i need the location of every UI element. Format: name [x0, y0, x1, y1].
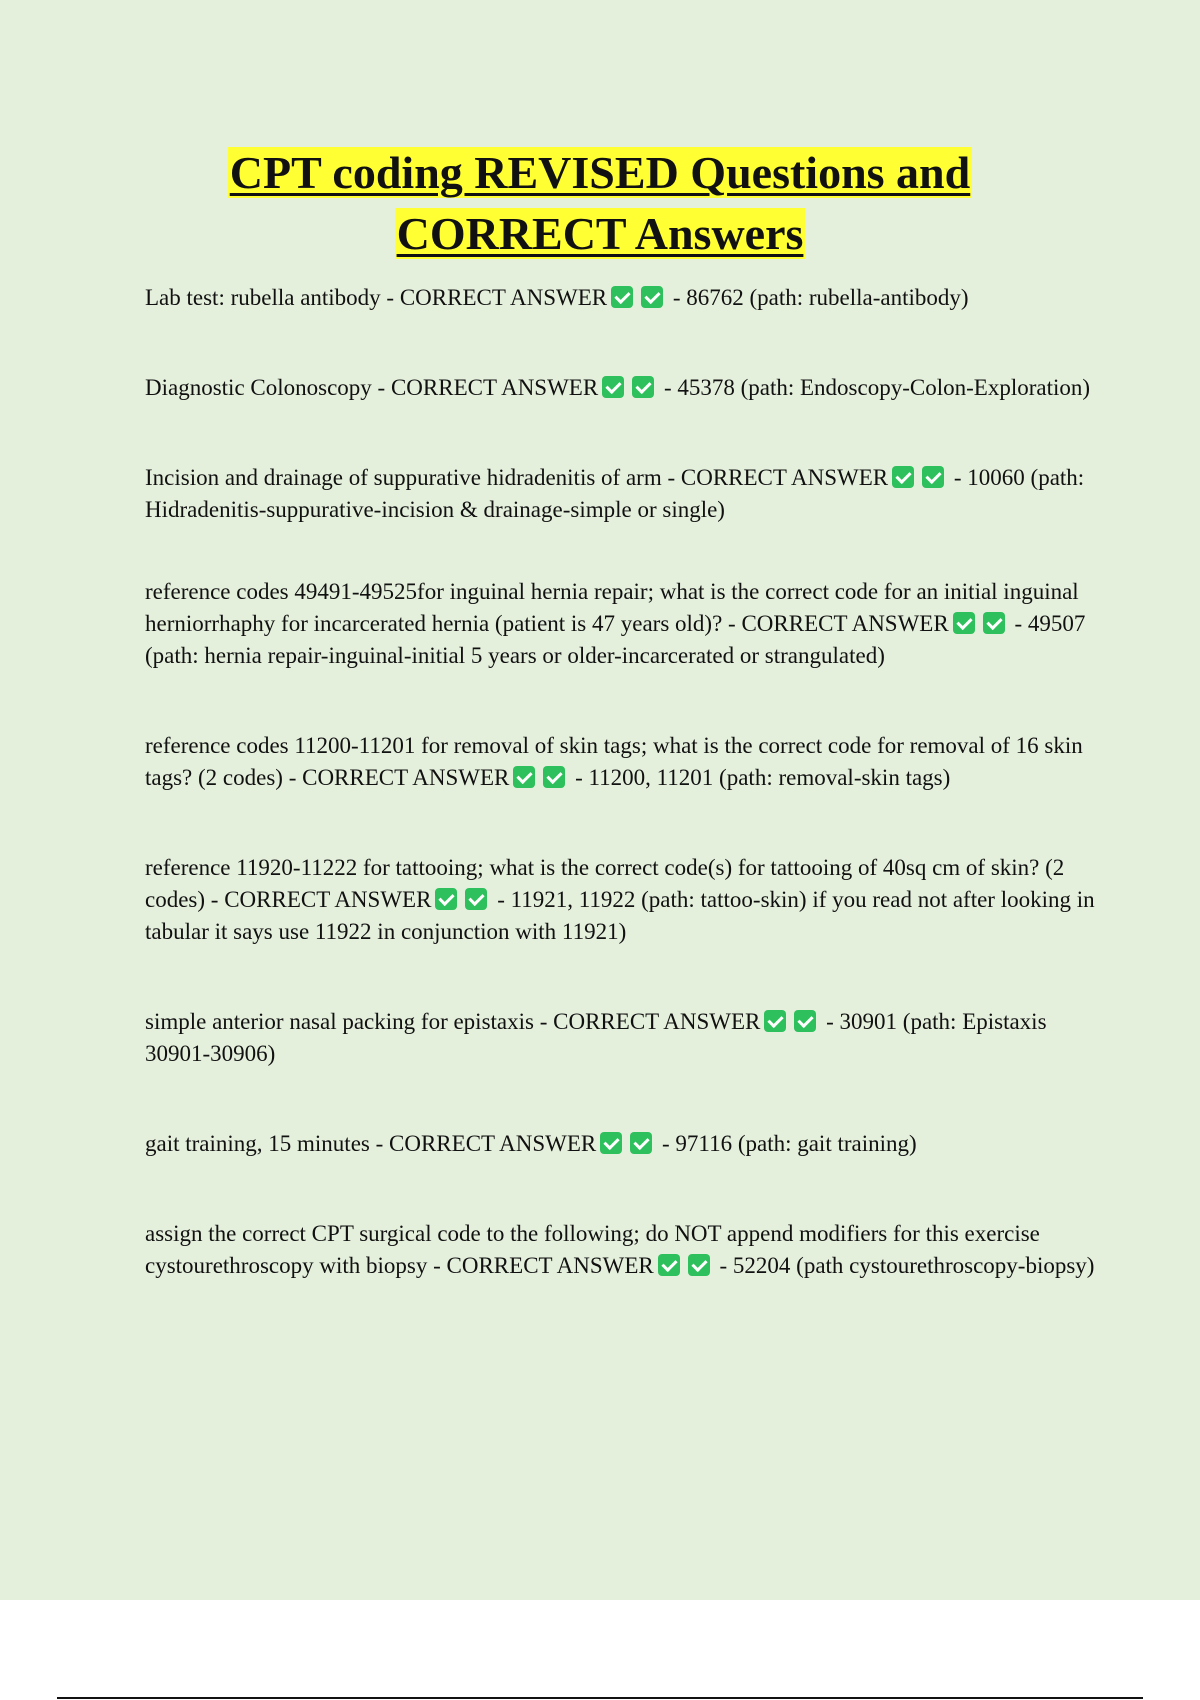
check-box-icon	[600, 1132, 622, 1154]
title-line-2: CORRECT Answers	[396, 208, 804, 259]
question-text: Lab test: rubella antibody -	[145, 285, 400, 310]
question-text: gait training, 15 minutes -	[145, 1131, 390, 1156]
answer-label: CORRECT ANSWER	[224, 887, 432, 912]
answer-label: CORRECT ANSWER	[389, 1131, 597, 1156]
question-text: Incision and drainage of suppurative hidradenitis of arm -	[145, 465, 681, 490]
qa-item	[145, 1128, 1095, 1160]
answer-label: CORRECT ANSWER	[446, 1253, 654, 1278]
check-box-icon	[641, 286, 663, 308]
check-box-icon	[435, 888, 457, 910]
document-title	[0, 142, 1200, 264]
check-box-icon	[632, 376, 654, 398]
check-box-icon	[983, 612, 1005, 634]
check-box-icon	[602, 376, 624, 398]
answer-label: CORRECT ANSWER	[553, 1009, 761, 1034]
answer-text: - 45378 (path: Endoscopy-Colon-Exploration)	[658, 375, 1091, 400]
footer-divider	[57, 1697, 1143, 1699]
question-text: reference codes 11200-11201 for removal of skin tags; what is the correct code for removal of 16 skin tags? (2 codes) -	[145, 733, 1083, 790]
title-line-1: CPT coding REVISED Questions and	[229, 147, 971, 198]
check-box-icon	[922, 466, 944, 488]
question-text: simple anterior nasal packing for epistaxis -	[145, 1009, 554, 1034]
check-box-icon	[611, 286, 633, 308]
answer-text: - 86762 (path: rubella-antibody)	[667, 285, 969, 310]
qa-item	[145, 462, 1095, 526]
answer-label: CORRECT ANSWER	[390, 375, 599, 400]
question-text: Diagnostic Colonoscopy -	[145, 375, 391, 400]
check-box-icon	[630, 1132, 652, 1154]
question-text: reference codes 49491-49525for inguinal hernia repair; what is the correct code for an initial inguinal herniorrhaphy for incarcerated hernia (patient is 47 years old)? -	[145, 579, 1079, 636]
check-box-icon	[658, 1254, 680, 1276]
qa-item	[145, 576, 1095, 672]
check-box-icon	[794, 1010, 816, 1032]
answer-text: - 97116 (path: gait training)	[656, 1131, 917, 1156]
check-box-icon	[764, 1010, 786, 1032]
check-box-icon	[513, 766, 535, 788]
answer-label: CORRECT ANSWER	[302, 765, 510, 790]
answer-text: - 52204 (path cystourethroscopy-biopsy)	[713, 1253, 1095, 1278]
qa-item	[145, 1218, 1095, 1282]
qa-item	[145, 730, 1095, 794]
answer-label: CORRECT ANSWER	[399, 285, 608, 310]
answer-text: - 30901 (path: Epistaxis 30901-30906)	[145, 1009, 1047, 1066]
qa-item	[145, 1006, 1095, 1070]
question-text: reference 11920-11222 for tattooing; what is the correct code(s) for tattooing of 40sq cm of skin? (2 codes) -	[145, 855, 1065, 912]
check-box-icon	[688, 1254, 710, 1276]
qa-list	[145, 282, 1095, 1340]
answer-text: - 11200, 11201 (path: removal-skin tags)	[569, 765, 951, 790]
qa-item	[145, 852, 1095, 948]
qa-item	[145, 282, 1095, 314]
check-box-icon	[543, 766, 565, 788]
answer-text: - 49507 (path: hernia repair-inguinal-initial 5 years or older-incarcerated or strangulated)	[145, 611, 1086, 668]
answer-label: CORRECT ANSWER	[741, 611, 949, 636]
answer-text: - 11921, 11922 (path: tattoo-skin) if you read not after looking in tabular it says use 11922 in conjunction with 11921)	[145, 887, 1095, 944]
check-box-icon	[892, 466, 914, 488]
check-box-icon	[465, 888, 487, 910]
question-text: assign the correct CPT surgical code to the following; do NOT append modifiers for this exercise cystourethroscopy with biopsy -	[145, 1221, 1040, 1278]
answer-text: - 10060 (path: Hidradenitis-suppurative-incision & drainage-simple or single)	[145, 465, 1085, 522]
answer-label: CORRECT ANSWER	[680, 465, 889, 490]
check-box-icon	[953, 612, 975, 634]
qa-item	[145, 372, 1095, 404]
